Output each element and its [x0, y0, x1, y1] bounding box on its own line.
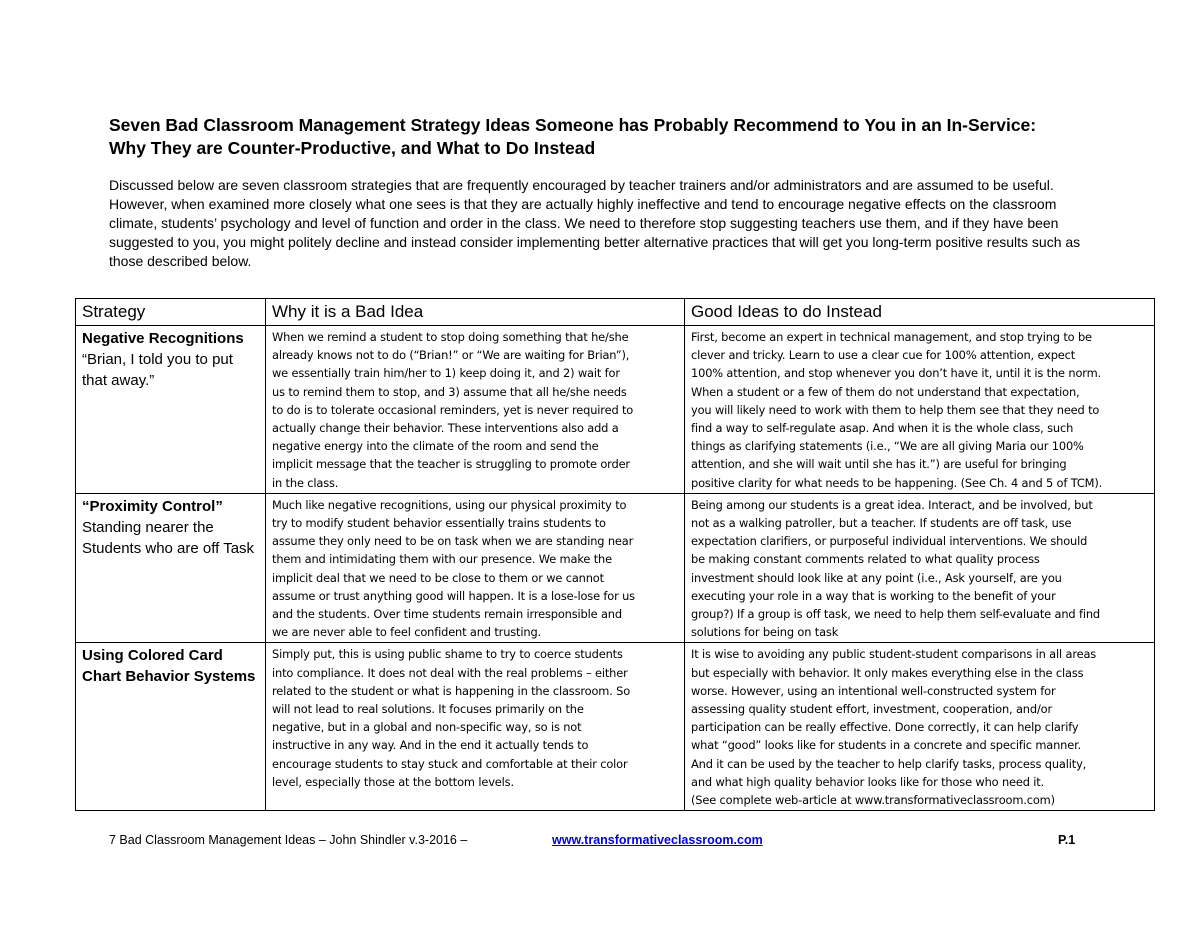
why-line: instructive in any way. And in the end it actually tends to	[272, 738, 589, 753]
why-line: negative energy into the climate of the room and send the	[272, 439, 599, 454]
good-line: be making constant comments related to what quality process	[691, 552, 1040, 567]
good-line: group?) If a group is off task, we need to help them self-evaluate and find	[691, 607, 1100, 622]
header-strategy: Strategy	[76, 299, 266, 326]
why-bad-cell	[266, 643, 685, 811]
why-line: us to remind them to stop, and 3) assume that all he/she needs	[272, 384, 627, 399]
good-line: clever and tricky. Learn to use a clear cue for 100% attention, expect	[691, 348, 1076, 363]
good-line: investment should look like at any point (i.e., Ask yourself, are you	[691, 570, 1062, 585]
strategy-cell	[76, 643, 266, 811]
good-line: participation can be really effective. Done correctly, it can help clarify	[691, 720, 1079, 735]
good-line: solutions for being on task	[691, 625, 839, 640]
why-line: will not lead to real solutions. It focuses primarily on the	[272, 702, 584, 717]
why-line: encourage students to stay stuck and comfortable at their color	[272, 756, 628, 771]
good-ideas-cell	[685, 326, 1155, 494]
why-line: them and intimidating them with our presence. We make the	[272, 552, 612, 567]
strategy-description: Standing nearer the Students who are off Task	[82, 518, 255, 557]
good-line: find a way to self-regulate asap. And when it is the whole class, such	[691, 421, 1074, 436]
table-row	[76, 326, 1155, 494]
good-line: expectation clarifiers, or purposeful individual interventions. We should	[691, 534, 1088, 549]
why-line: assume or trust anything good will happen. It is a lose-lose for us	[272, 588, 635, 603]
why-line: Simply put, this is using public shame to try to coerce students	[272, 647, 623, 662]
title-line-1: Seven Bad Classroom Management Strategy Ideas Someone has Probably Recommend to You in an In-Service:	[109, 115, 1037, 135]
why-line: When we remind a student to stop doing something that he/she	[272, 330, 629, 344]
why-line: Much like negative recognitions, using our physical proximity to	[272, 497, 627, 512]
table-row	[76, 493, 1155, 643]
good-ideas-cell	[685, 493, 1155, 643]
good-line: not as a walking patroller, but a teacher. If students are off task, use	[691, 516, 1072, 531]
good-line: Being among our students is a great idea. Interact, and be involved, but	[691, 497, 1093, 512]
good-line: attention, and she will wait until she has it.”) are useful for bringing	[691, 457, 1067, 472]
good-line: assessing quality student effort, investment, cooperation, and/or	[691, 702, 1052, 717]
good-line: 100% attention, and stop whenever you don’t have it, until it is the norm.	[691, 366, 1102, 381]
good-line: what “good” looks like for students in a concrete and specific manner.	[691, 738, 1082, 753]
why-line: level, especially those at the bottom levels.	[272, 774, 514, 789]
why-line: actually change their behavior. These interventions also add a	[272, 421, 619, 436]
why-line: related to the student or what is happening in the classroom. So	[272, 683, 631, 698]
strategy-description: “Brian, I told you to put that away.”	[82, 351, 233, 389]
intro-paragraph: Discussed below are seven classroom strategies that are frequently encouraged by teacher trainers and/or administrators and are assumed to be useful. However, when examined more closely what one sees is that they are actually highly ineffective and tend to encourage negative effects on the classroom climate, students’ psychology and level of function and order in the class. We need to therefore stop suggesting teachers use them, and if they have been suggested to you, you might politely decline and instead consider implementing better alternative practices that will get you long-term positive results such as those described below.	[109, 177, 1081, 269]
good-ideas-cell	[685, 643, 1155, 811]
page-number: P.1	[1058, 833, 1076, 847]
why-line: and the students. Over time students remain irresponsible and	[272, 607, 622, 622]
good-line: First, become an expert in technical management, and stop trying to be	[691, 330, 1092, 344]
good-line: you will likely need to work with them to help them see that they need to	[691, 402, 1100, 417]
strategy-table	[75, 298, 1155, 811]
why-bad-cell	[266, 493, 685, 643]
why-line: we essentially train him/her to 1) keep doing it, and 2) wait for	[272, 366, 620, 381]
footer-website-link[interactable]: www.transformativeclassroom.com	[552, 833, 763, 847]
why-line: try to modify student behavior essentially trains students to	[272, 516, 606, 531]
why-bad-cell	[266, 326, 685, 494]
header-good-ideas: Good Ideas to do Instead	[685, 299, 1155, 326]
why-line: negative, but in a global and non-specific way, so is not	[272, 720, 582, 735]
why-line: assume they only need to be on task when we are standing near	[272, 534, 634, 549]
why-line: already knows not to do (“Brian!” or “We are waiting for Brian”),	[272, 348, 630, 363]
strategy-name: Negative Recognitions	[82, 330, 244, 347]
strategy-name: “Proximity Control”	[82, 497, 223, 515]
good-line: positive clarity for what needs to be happening. (See Ch. 4 and 5 of TCM).	[691, 475, 1103, 490]
document-title	[109, 114, 1109, 160]
why-line: implicit message that the teacher is struggling to promote order	[272, 457, 630, 472]
strategy-cell	[76, 493, 266, 643]
strategy-name: Using Colored Card Chart Behavior Systems	[82, 647, 256, 686]
footer-author: 7 Bad Classroom Management Ideas – John Shindler v.3-2016 –	[109, 833, 468, 847]
good-line: and what high quality behavior looks like for those who need it.	[691, 774, 1045, 789]
good-line: And it can be used by the teacher to help clarify tasks, process quality,	[691, 756, 1087, 771]
good-line: (See complete web-article at www.transformativeclassroom.com)	[691, 793, 1055, 808]
why-line: into compliance. It does not deal with the real problems – either	[272, 665, 628, 680]
why-line: implicit deal that we need to be close to them or we cannot	[272, 570, 604, 585]
strategy-cell	[76, 326, 266, 494]
good-line: things as clarifying statements (i.e., “We are all giving Maria our 100%	[691, 439, 1084, 454]
good-line: but especially with behavior. It only makes everything else in the class	[691, 665, 1084, 680]
good-line: It is wise to avoiding any public student-student comparisons in all areas	[691, 647, 1097, 662]
good-line: When a student or a few of them do not understand that expectation,	[691, 384, 1080, 399]
why-line: to do is to tolerate occasional reminders, yet is never required to	[272, 402, 634, 417]
page-footer	[0, 833, 1200, 853]
header-why-bad: Why it is a Bad Idea	[266, 299, 685, 326]
why-line: we are never able to feel confident and trusting.	[272, 625, 542, 640]
good-line: executing your role in a way that is working to the benefit of your	[691, 588, 1056, 603]
table-row	[76, 643, 1155, 811]
title-line-2: Why They are Counter-Productive, and What to Do Instead	[109, 138, 596, 158]
good-line: worse. However, using an intentional well-constructed system for	[691, 683, 1056, 698]
why-line: in the class.	[272, 475, 339, 490]
table-header-row	[76, 299, 1155, 326]
